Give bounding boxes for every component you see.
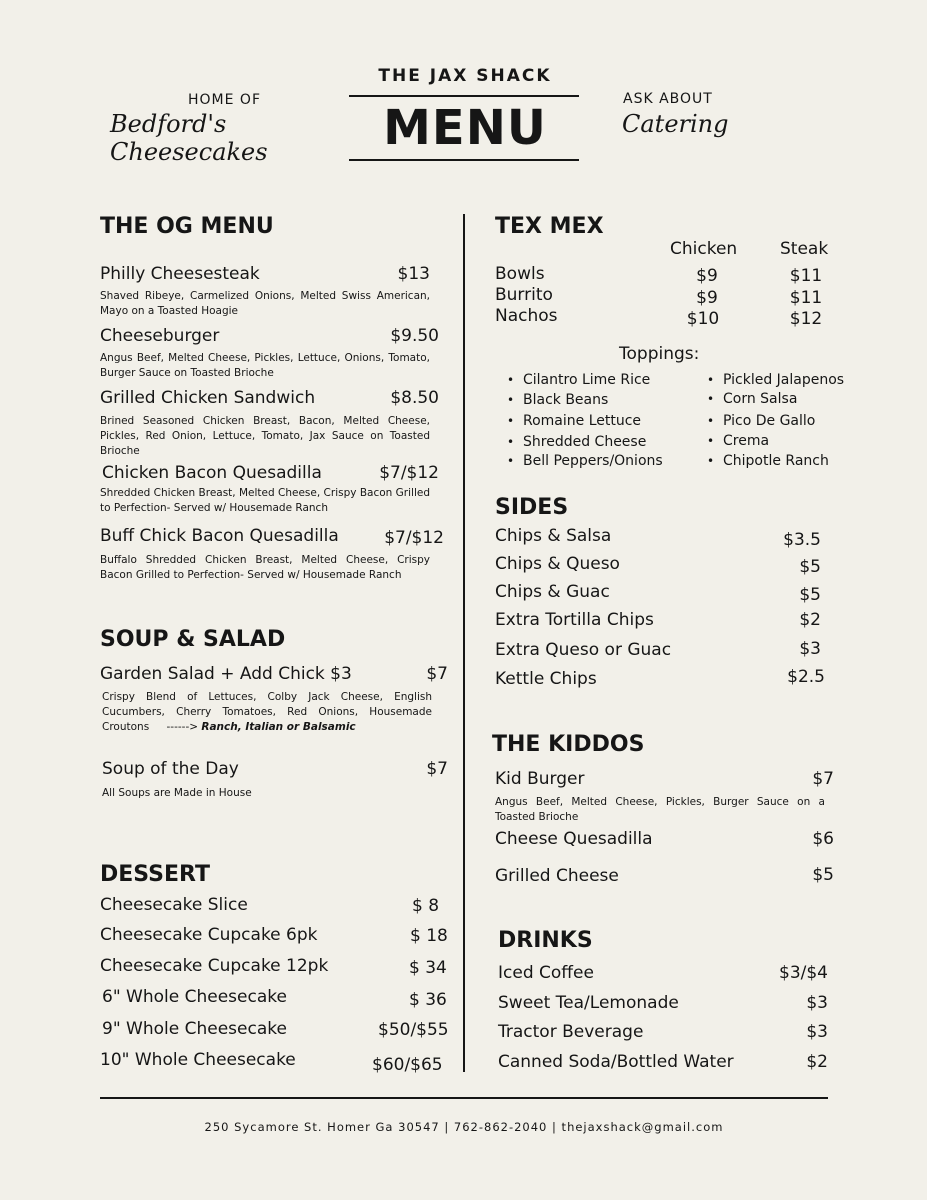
side-item-price: $2.5 — [787, 667, 825, 687]
topping-item: • Romaine Lettuce — [523, 413, 641, 429]
drink-item-price: $3 — [806, 993, 828, 1013]
topping-item: • Shredded Cheese — [523, 434, 646, 450]
og-item-name: Buff Chick Bacon Quesadilla — [100, 526, 339, 546]
dessert-item-price: $ 34 — [409, 958, 447, 978]
og-item-price: $8.50 — [390, 388, 439, 408]
og-item-name: Chicken Bacon Quesadilla — [102, 463, 322, 483]
soup-name: Soup of the Day — [102, 759, 239, 779]
dessert-section-title: DESSERT — [100, 862, 210, 887]
kid-burger-name: Kid Burger — [495, 769, 585, 789]
ask-about-label: ASK ABOUT — [623, 91, 713, 107]
side-item-name: Chips & Salsa — [495, 526, 612, 546]
drink-item-name: Sweet Tea/Lemonade — [498, 993, 679, 1013]
dessert-item-price: $ 36 — [409, 990, 447, 1010]
dessert-item-name: Cheesecake Cupcake 6pk — [100, 925, 318, 945]
side-item-name: Chips & Queso — [495, 554, 620, 574]
og-item-price: $13 — [397, 264, 430, 284]
topping-item: • Corn Salsa — [723, 391, 797, 407]
footer-contact: 250 Sycamore St. Homer Ga 30547 | 762-862-2040 | thejaxshack@gmail.com — [204, 1120, 724, 1134]
side-item-price: $3 — [799, 639, 821, 659]
texmex-row-name: Bowls — [495, 264, 545, 284]
header-rule-top — [349, 95, 579, 97]
salad-price: $7 — [426, 664, 448, 684]
kiddos-section-title: THE KIDDOS — [492, 732, 645, 757]
texmex-row-chicken: $9 — [696, 266, 718, 286]
texmex-row-name: Nachos — [495, 306, 558, 326]
kid-burger-desc: Angus Beef, Melted Cheese, Pickles, Burger Sauce on a Toasted Brioche — [495, 796, 825, 823]
drink-item-price: $3/$4 — [779, 963, 828, 983]
drink-item-name: Canned Soda/Bottled Water — [498, 1052, 734, 1072]
drink-item-name: Iced Coffee — [498, 963, 594, 983]
side-item-name: Chips & Guac — [495, 582, 610, 602]
og-item-price: $9.50 — [390, 326, 439, 346]
drink-item-price: $3 — [806, 1022, 828, 1042]
topping-item: • Chipotle Ranch — [723, 453, 829, 469]
topping-item: • Black Beans — [523, 392, 608, 408]
drink-item-price: $2 — [806, 1052, 828, 1072]
og-item-name: Cheeseburger — [100, 326, 220, 346]
ask-script: Catering — [622, 110, 729, 138]
sides-section-title: SIDES — [495, 495, 569, 520]
og-item-desc: Angus Beef, Melted Cheese, Pickles, Lettuce, Onions, Tomato, Burger Sauce on Toasted Brioche — [100, 352, 430, 379]
og-item-desc: Brined Seasoned Chicken Breast, Bacon, Melted Cheese, Pickles, Red Onion, Lettuce, Tomato, Jax Sauce on Toasted Brioche — [100, 415, 430, 457]
salad-arrow: ------> — [166, 721, 199, 733]
texmex-section-title: TEX MEX — [495, 214, 604, 239]
topping-item: • Pickled Jalapenos — [723, 372, 844, 388]
texmex-row-chicken: $9 — [696, 288, 718, 308]
dessert-item-name: 10" Whole Cheesecake — [100, 1050, 296, 1070]
dessert-item-price: $ 18 — [410, 926, 448, 946]
soup-section-title: SOUP & SALAD — [100, 627, 286, 652]
side-item-price: $5 — [799, 557, 821, 577]
side-item-price: $5 — [799, 585, 821, 605]
brand-name: THE JAX SHACK — [378, 66, 552, 86]
side-item-name: Kettle Chips — [495, 669, 597, 689]
toppings-title: Toppings: — [619, 344, 700, 364]
dessert-item-name: Cheesecake Slice — [100, 895, 248, 915]
texmex-row-steak: $11 — [789, 266, 823, 286]
texmex-row-steak: $12 — [789, 309, 823, 329]
salad-name: Garden Salad + Add Chick $3 — [100, 664, 352, 684]
dessert-item-name: Cheesecake Cupcake 12pk — [100, 956, 329, 976]
kid-quesadilla-price: $6 — [812, 829, 834, 849]
og-item-name: Grilled Chicken Sandwich — [100, 388, 316, 408]
soup-desc: All Soups are Made in House — [102, 787, 252, 799]
drinks-section-title: DRINKS — [498, 928, 593, 953]
texmex-col-steak: Steak — [780, 239, 829, 259]
dessert-item-price: $50/$55 — [378, 1020, 449, 1040]
salad-desc-text: Crispy Blend of Lettuces, Colby Jack Cheese, English Cucumbers, Cherry Tomatoes, Red Onions, Housemade Croutons — [102, 691, 432, 733]
salad-dressings: Ranch, Italian or Balsamic — [201, 721, 356, 733]
home-of-label: HOME OF — [188, 92, 261, 108]
texmex-col-chicken: Chicken — [670, 239, 738, 259]
dessert-item-name: 6" Whole Cheesecake — [102, 987, 287, 1007]
column-divider — [463, 214, 465, 1072]
kid-grilled-price: $5 — [812, 865, 834, 885]
texmex-row-name: Burrito — [495, 285, 553, 305]
topping-item: • Bell Peppers/Onions — [523, 453, 663, 469]
side-item-price: $2 — [799, 610, 821, 630]
home-script: Bedford's Cheesecakes — [110, 110, 268, 166]
footer-rule — [100, 1097, 828, 1099]
topping-item: • Pico De Gallo — [723, 413, 815, 429]
texmex-row-steak: $11 — [789, 288, 823, 308]
page-title: MENU — [383, 100, 547, 156]
soup-price: $7 — [426, 759, 448, 779]
og-item-price: $7/$12 — [379, 463, 439, 483]
og-section-title: THE OG MENU — [100, 214, 274, 239]
kid-burger-price: $7 — [812, 769, 834, 789]
drink-item-name: Tractor Beverage — [498, 1022, 644, 1042]
og-item-desc: Shredded Chicken Breast, Melted Cheese, Crispy Bacon Grilled to Perfection- Served w/ Housemade Ranch — [100, 487, 430, 514]
side-item-name: Extra Tortilla Chips — [495, 610, 654, 630]
header-rule-bottom — [349, 159, 579, 161]
salad-desc — [102, 690, 432, 735]
og-item-price: $7/$12 — [384, 528, 444, 548]
texmex-row-chicken: $10 — [686, 309, 720, 329]
kid-grilled-name: Grilled Cheese — [495, 866, 619, 886]
topping-item: • Cilantro Lime Rice — [523, 372, 650, 388]
og-item-name: Philly Cheesesteak — [100, 264, 260, 284]
kid-quesadilla-name: Cheese Quesadilla — [495, 829, 653, 849]
side-item-price: $3.5 — [783, 530, 821, 550]
dessert-item-price: $ 8 — [412, 896, 440, 916]
side-item-name: Extra Queso or Guac — [495, 640, 672, 660]
dessert-item-price: $60/$65 — [372, 1055, 443, 1075]
og-item-desc: Shaved Ribeye, Carmelized Onions, Melted Swiss American, Mayo on a Toasted Hoagie — [100, 290, 430, 317]
topping-item: • Crema — [723, 433, 769, 449]
dessert-item-name: 9" Whole Cheesecake — [102, 1019, 287, 1039]
og-item-desc: Buffalo Shredded Chicken Breast, Melted Cheese, Crispy Bacon Grilled to Perfection- Served w/ Housemade Ranch — [100, 554, 430, 581]
